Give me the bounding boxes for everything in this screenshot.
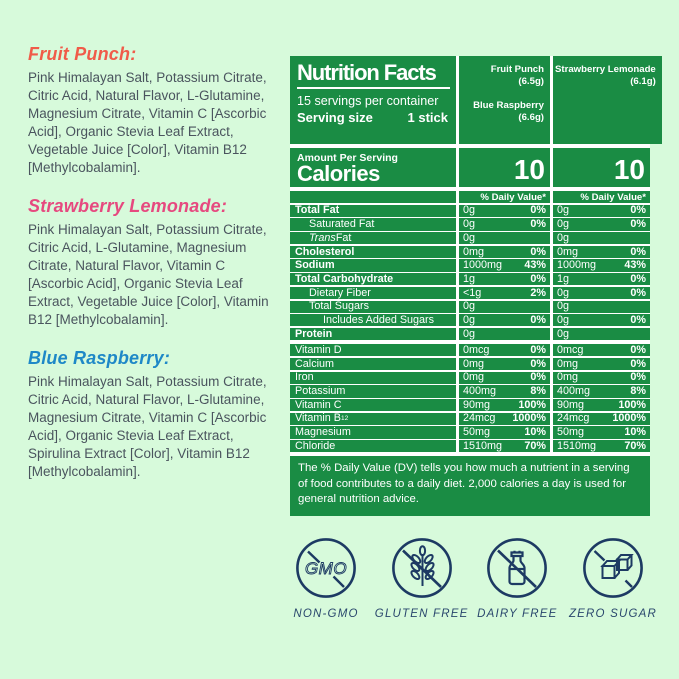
- nutrient-values-col1: 90mg 100%: [459, 399, 550, 411]
- nutrition-facts-label: [290, 56, 656, 516]
- flavor-heading: Blue Raspberry:: [28, 348, 171, 368]
- nutrient-values-col1: 0g: [459, 301, 550, 313]
- daily-value-spacer: [290, 191, 456, 203]
- nutrient-name: Vitamin D: [290, 344, 456, 356]
- ingredient-section: [28, 44, 284, 177]
- flavor-weight: (6.6g): [518, 112, 544, 124]
- calories-value-col1: 10: [459, 148, 550, 187]
- nutrient-name: Protein: [290, 328, 456, 340]
- serving-size-label: Serving size: [297, 110, 373, 126]
- flavor-column-entry: [461, 64, 544, 89]
- non-gmo-icon: [294, 536, 358, 600]
- nutrient-values-col2: 1510mg 70%: [553, 440, 650, 452]
- badge: [477, 536, 558, 620]
- nutrient-values-col2: 0mg 0%: [553, 372, 650, 384]
- nutrient-name: Iron: [290, 372, 456, 384]
- nutrient-name: Total Sugars: [290, 301, 456, 313]
- nutrient-values-col2: 0g: [553, 301, 650, 313]
- nutrient-name: Saturated Fat: [290, 218, 456, 230]
- nutrient-values-col1: 1000mg 43%: [459, 259, 550, 271]
- nutrient-values-col2: 0mcg 0%: [553, 344, 650, 356]
- nutrient-values-col2: 0mg 0%: [553, 358, 650, 370]
- nutrient-values-col1: <1g 2%: [459, 287, 550, 299]
- nutrient-values-col1: 50mg 10%: [459, 426, 550, 438]
- badge: [568, 536, 657, 620]
- nutrient-name: Vitamin B 12: [290, 413, 456, 425]
- serving-size-row: [297, 110, 450, 125]
- ingredients-panel: [28, 44, 284, 500]
- ingredient-section: [28, 348, 284, 481]
- ingredient-section: [28, 196, 284, 329]
- flavor-column-1-header: [459, 56, 550, 144]
- ingredient-list: Pink Himalayan Salt, Potassium Citrate, Citric Acid, Natural Flavor, L-Glutamine, Magnesium Citrate, Vitamin C [Ascorbic Acid], Organic Stevia Leaf Extract, Vegetable Juice [Color], Vitamin B12 [Methylcobalamin].: [28, 70, 267, 175]
- nutrient-values-col2: 400mg 8%: [553, 385, 650, 397]
- flavor-weight: (6.5g): [518, 76, 544, 88]
- flavor-name: Blue Raspberry: [473, 99, 544, 111]
- ingredient-list: Pink Himalayan Salt, Potassium Citrate, Citric Acid, L-Glutamine, Magnesium Citrate, Natural Flavor, Vitamin C [Ascorbic Acid], Organic Stevia Leaf Extract, Vegetable Juice [Color], Vitamin B12 [Methylcobalamin].: [28, 222, 269, 327]
- nutrient-values-col2: 24mcg 1000%: [553, 413, 650, 425]
- nutrient-values-col1: 0g 0%: [459, 314, 550, 326]
- flavor-heading: Strawberry Lemonade:: [28, 196, 228, 216]
- nutrient-values-col2: 50mg 10%: [553, 426, 650, 438]
- nutrient-values-col2: 0g: [553, 328, 650, 340]
- label-header-main: [290, 56, 456, 144]
- flavor-heading: Fruit Punch:: [28, 44, 137, 64]
- nutrient-name: Magnesium: [290, 426, 456, 438]
- nutrient-values-col1: 0g: [459, 232, 550, 244]
- nutrient-values-col1: 0g 0%: [459, 218, 550, 230]
- nutrient-values-col2: 90mg 100%: [553, 399, 650, 411]
- nutrient-name: Trans Fat: [290, 232, 456, 244]
- nutrient-name: Sodium: [290, 259, 456, 271]
- gluten-free-icon: [390, 536, 454, 600]
- calories-row: [290, 148, 650, 187]
- nutrient-name: Includes Added Sugars: [290, 314, 456, 326]
- nutrient-name: Potassium: [290, 385, 456, 397]
- claim-badges-row: [290, 536, 657, 620]
- nutrient-values-col1: 0mcg 0%: [459, 344, 550, 356]
- badge-label: GLUTEN FREE: [374, 608, 469, 620]
- calories-value-col2: 10: [553, 148, 650, 187]
- badge-label: DAIRY FREE: [477, 608, 558, 620]
- amount-per-serving-label: Amount Per Serving: [297, 151, 398, 164]
- nutrient-values-col1: 1510mg 70%: [459, 440, 550, 452]
- nutrient-name: Total Carbohydrate: [290, 273, 456, 285]
- nutrient-values-col1: 0g 0%: [459, 205, 550, 217]
- nutrient-values-col2: 0g 0%: [553, 314, 650, 326]
- nutrient-name: Chloride: [290, 440, 456, 452]
- nutrient-name: Total Fat: [290, 205, 456, 217]
- flavor-name: Fruit Punch: [490, 64, 544, 75]
- flavor-column-2-header: [553, 56, 662, 144]
- nutrient-values-col1: 0mg 0%: [459, 246, 550, 258]
- nutrient-name: Vitamin C: [290, 399, 456, 411]
- nutrient-name: Cholesterol: [290, 246, 456, 258]
- nutrition-facts-title: Nutrition Facts: [297, 61, 450, 89]
- badge-label: NON-GMO: [293, 608, 359, 620]
- daily-value-header-col1: % Daily Value*: [459, 191, 550, 203]
- nutrient-values-col1: 0mg 0%: [459, 372, 550, 384]
- badge-label: ZERO SUGAR: [568, 608, 657, 620]
- nutrient-values-col1: 0mg 0%: [459, 358, 550, 370]
- nutrient-values-col2: 1000mg 43%: [553, 259, 650, 271]
- badge: [290, 536, 362, 620]
- nutrient-name: Calcium: [290, 358, 456, 370]
- nutrient-values-col2: 0g 0%: [553, 205, 650, 217]
- dairy-free-icon: [485, 536, 549, 600]
- calories-label: Calories: [297, 160, 380, 186]
- flavor-column-entry: [555, 64, 656, 89]
- ingredient-list: Pink Himalayan Salt, Potassium Citrate, Citric Acid, Natural Flavor, L-Glutamine, Magnesium Citrate, Vitamin C [Ascorbic Acid], Organic Stevia Leaf Extract, Spirulina Extract [Color], Vitamin B12 [Methylcobalamin].: [28, 374, 267, 479]
- nutrient-values-col2: 1g 0%: [553, 273, 650, 285]
- daily-value-footnote: The % Daily Value (DV) tells you how much a nutrient in a serving of food contributes to a daily diet. 2,000 calories a day is used for general nutrition advice.: [290, 456, 650, 516]
- flavor-column-entry: [461, 100, 544, 125]
- nutrient-values-col1: 400mg 8%: [459, 385, 550, 397]
- flavor-name: Strawberry Lemonade: [555, 64, 656, 75]
- vitamin-table: [290, 344, 650, 452]
- flavor-weight: (6.1g): [630, 76, 656, 88]
- nutrient-values-col2: 0g 0%: [553, 218, 650, 230]
- nutrient-values-col2: 0g 0%: [553, 287, 650, 299]
- badge: [374, 536, 469, 620]
- serving-size-value: 1 stick: [407, 110, 448, 126]
- nutrient-table: [290, 191, 650, 340]
- nutrient-values-col2: 0mg 0%: [553, 246, 650, 258]
- nutrient-values-col2: 0g: [553, 232, 650, 244]
- nutrient-name: Dietary Fiber: [290, 287, 456, 299]
- nutrient-values-col1: 1g 0%: [459, 273, 550, 285]
- nutrient-values-col1: 24mcg 1000%: [459, 413, 550, 425]
- servings-per-container: 15 servings per container: [297, 94, 439, 109]
- calories-cell: [290, 148, 456, 187]
- label-header-row: [290, 56, 656, 144]
- nutrient-values-col1: 0g: [459, 328, 550, 340]
- svg-text:GMO: GMO: [304, 559, 348, 578]
- zero-sugar-icon: [581, 536, 645, 600]
- daily-value-header-col2: % Daily Value*: [553, 191, 650, 203]
